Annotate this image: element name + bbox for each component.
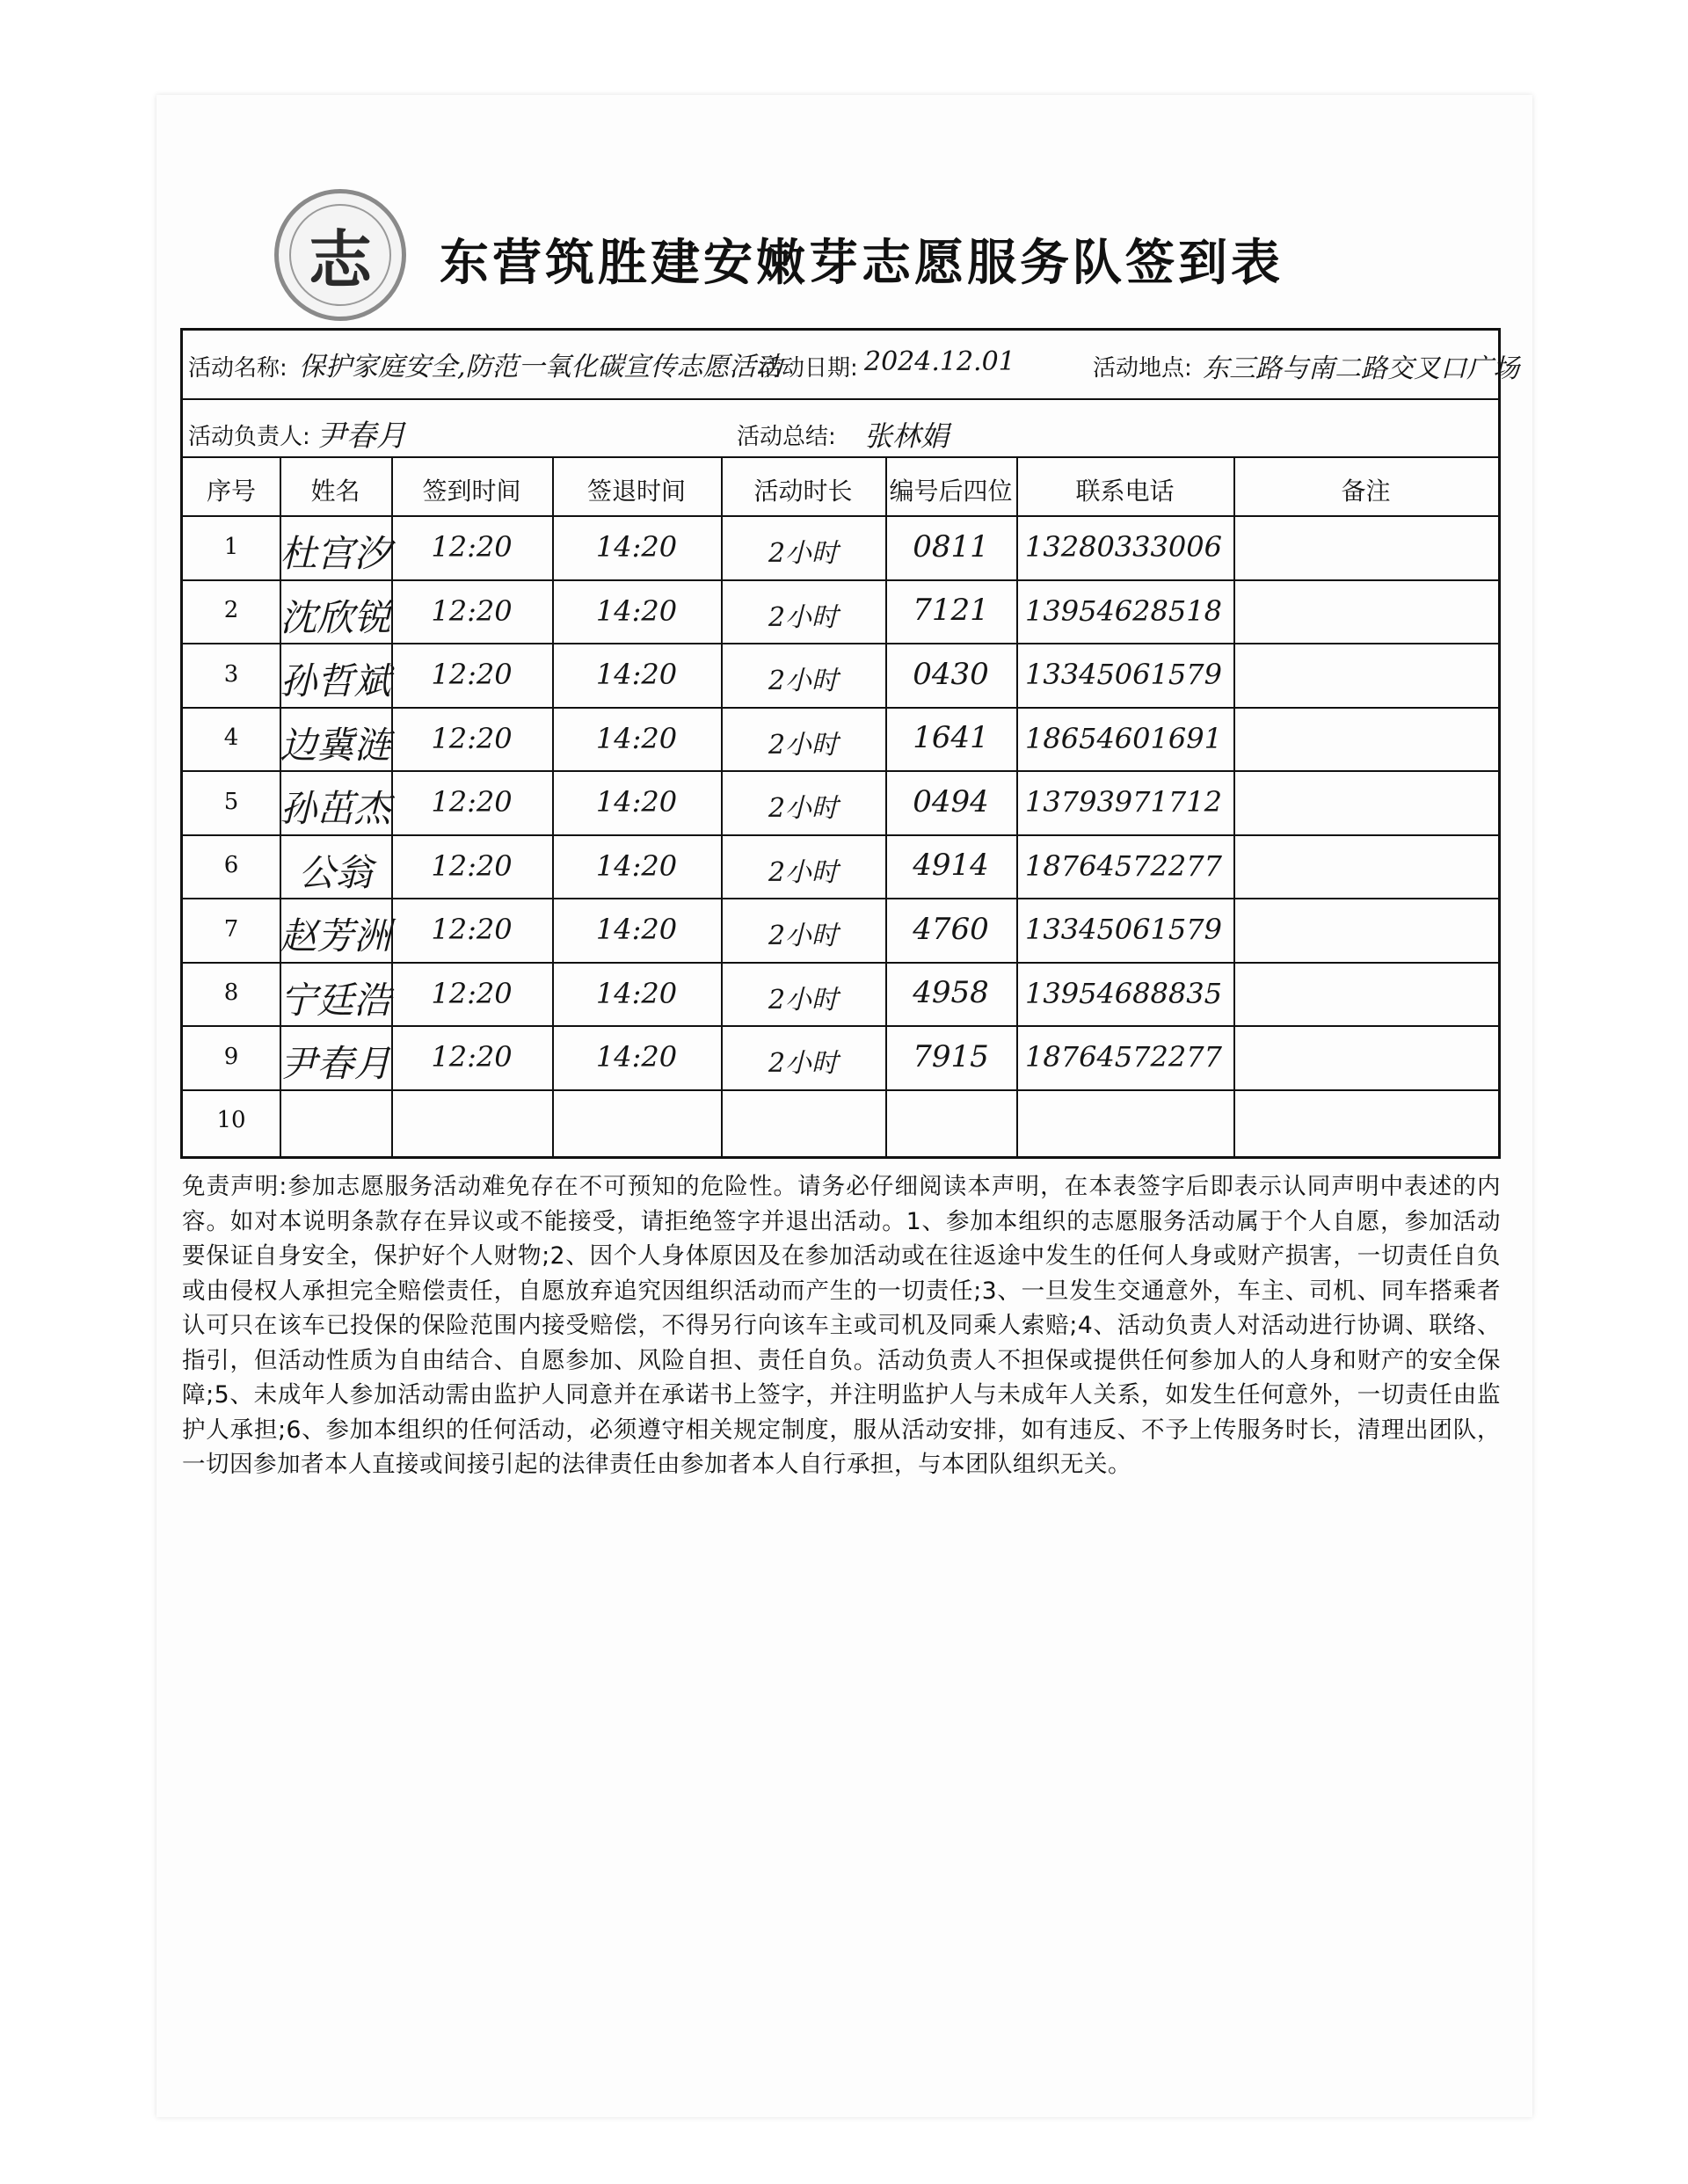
- page-title: 东营筑胜建安嫩芽志愿服务队签到表: [440, 235, 1284, 292]
- activity-date-label: 活动日期:: [759, 355, 858, 382]
- cell-code: 1641: [913, 720, 989, 756]
- cell-in: 12:20: [431, 785, 513, 819]
- cell-code: 0494: [913, 783, 989, 819]
- cell-phone: 18654601691: [1025, 721, 1222, 755]
- summary-value: 张林娟: [864, 419, 950, 453]
- signin-form-table: [180, 328, 1519, 1159]
- cell-out: 14:20: [595, 593, 678, 628]
- cell-name: 赵芳洲: [280, 914, 391, 958]
- cell-name: 杜宫汐: [280, 532, 391, 576]
- cell-phone: 13280333006: [1025, 530, 1222, 564]
- cell-out: 14:20: [595, 721, 678, 755]
- cell-in: 12:20: [431, 1040, 513, 1074]
- cell-out: 14:20: [595, 658, 678, 692]
- header-bottom-line: [183, 515, 1498, 517]
- cell-no: 1: [223, 533, 239, 560]
- cell-duration: 2小时: [768, 601, 839, 633]
- row-divider: [183, 898, 1498, 899]
- cell-no: 3: [223, 660, 239, 688]
- cell-phone: 13793971712: [1025, 785, 1222, 819]
- cell-phone: 18764572277: [1025, 848, 1222, 883]
- cell-phone: 13954628518: [1025, 593, 1222, 628]
- cell-code: 0811: [913, 528, 989, 564]
- cell-duration: 2小时: [768, 984, 839, 1016]
- cell-no: 5: [223, 788, 239, 815]
- cell-out: 14:20: [595, 848, 678, 883]
- cell-code: 4914: [913, 848, 989, 884]
- cell-in: 12:20: [431, 593, 513, 628]
- leader-value: 尹春月: [316, 419, 406, 454]
- cell-in: 12:20: [431, 721, 513, 755]
- cell-duration: 2小时: [768, 729, 839, 761]
- logo-glyph: 志: [308, 222, 372, 297]
- cell-in: 12:20: [431, 530, 513, 564]
- cell-code: 0430: [913, 656, 989, 692]
- cell-no: 8: [223, 979, 239, 1007]
- activity-location-value: 东三路与南二路交叉口广场: [1203, 353, 1519, 384]
- cell-duration: 2小时: [768, 856, 839, 888]
- cell-name: 孙茁杰: [280, 787, 391, 831]
- cell-no: 4: [223, 724, 239, 752]
- cell-out: 14:20: [595, 785, 678, 819]
- cell-phone: 13345061579: [1025, 658, 1222, 692]
- row-divider: [183, 707, 1498, 709]
- cell-in: 12:20: [431, 658, 513, 692]
- cell-duration: 2小时: [768, 921, 839, 952]
- activity-date-value: 2024.12.01: [864, 346, 1015, 377]
- cell-out: 14:20: [595, 530, 678, 564]
- cell-name: 尹春月: [280, 1042, 391, 1086]
- cell-no: 6: [223, 852, 239, 879]
- cell-name: 沈欣锐: [280, 595, 391, 639]
- cell-code: 7915: [913, 1038, 989, 1074]
- activity-name-value: 保护家庭安全,防范一氧化碳宣传志愿活动: [299, 352, 782, 382]
- row-divider: [183, 1025, 1498, 1027]
- cell-name: 公翁: [298, 850, 373, 894]
- cell-no: 9: [223, 1043, 239, 1070]
- column-header: 活动时长: [753, 477, 853, 506]
- cell-duration: 2小时: [768, 1048, 839, 1080]
- cell-phone: 18764572277: [1025, 1040, 1222, 1074]
- cell-name: 边冀涟: [280, 723, 391, 767]
- column-header: 联系电话: [1075, 477, 1175, 506]
- leader-label: 活动负责人:: [188, 424, 310, 450]
- cell-phone: 13345061579: [1025, 913, 1222, 947]
- summary-label: 活动总结:: [737, 424, 836, 450]
- info-divider: [183, 398, 1498, 400]
- cell-in: 12:20: [431, 848, 513, 883]
- row-divider: [183, 834, 1498, 836]
- column-header: 签退时间: [586, 477, 686, 506]
- row-divider: [183, 962, 1498, 964]
- row-divider: [183, 579, 1498, 581]
- activity-name-label: 活动名称:: [188, 355, 287, 382]
- activity-location-label: 活动地点:: [1093, 355, 1192, 382]
- cell-out: 14:20: [595, 913, 678, 947]
- header-top-line: [183, 456, 1498, 458]
- cell-code: 7121: [913, 593, 989, 629]
- cell-no: 2: [223, 597, 239, 624]
- cell-name: 宁廷浩: [280, 978, 391, 1022]
- cell-no: 7: [223, 915, 239, 943]
- column-divider: [1016, 456, 1018, 1156]
- cell-code: 4760: [913, 911, 989, 947]
- row-divider: [183, 770, 1498, 772]
- cell-duration: 2小时: [768, 793, 839, 825]
- column-header: 签到时间: [422, 477, 521, 506]
- cell-name: 孙哲斌: [280, 659, 391, 703]
- row-divider: [183, 1089, 1498, 1091]
- cell-in: 12:20: [431, 976, 513, 1010]
- cell-out: 14:20: [595, 976, 678, 1010]
- column-header: 姓名: [310, 477, 360, 506]
- row-divider: [183, 643, 1498, 644]
- cell-out: 14:20: [595, 1040, 678, 1074]
- cell-duration: 2小时: [768, 538, 839, 570]
- cell-in: 12:20: [431, 913, 513, 947]
- cell-code: 4958: [913, 975, 989, 1011]
- cell-duration: 2小时: [768, 666, 839, 697]
- column-header: 编号后四位: [889, 477, 1013, 506]
- cell-phone: 13954688835: [1025, 976, 1222, 1010]
- volunteer-logo-icon: [274, 189, 406, 321]
- disclaimer-text: 免责声明:参加志愿服务活动难免存在不可预知的危险性。请务必仔细阅读本声明，在本表签字后即表示认同声明中表述的内容。如对本说明条款存在异议或不能接受，请拒绝签字并退出活动。1、参加本组织的志愿服务活动属于个人自愿，参加活动要保证自身安全，保护好个人财物;2、因个人身体原因及在参加活动或在往返途中发生的任何人身或财产损害，一切责任自负或由侵权人承担完全赔偿责任，自愿放弃追究因组织活动而产生的一切责任;3、一旦发生交通意外，车主、司机、同车搭乘者认可只在该车已投保的保险范围内接受赔偿，不得另行向该车主或司机及同乘人索赔;4、活动负责人对活动进行协调、联络、指引，但活动性质为自由结合、自愿参加、风险自担、责任自负。活动负责人不担保或提供任何参加人的人身和财产的安全保障;5、未成年人参加活动需由监护人同意并在承诺书上签字，并注明监护人与未成年人关系，如发生任何意外，一切责任由监护人承担;6、参加本组织的任何活动，必须遵守相关规定制度，服从活动安排，如有违反、不予上传服务时长，清理出团队，一切因参加者本人直接或间接引起的法律责任由参加者本人自行承担，与本团队组织无关。: [182, 1173, 1501, 1478]
- column-header: 序号: [206, 477, 256, 506]
- cell-no: 10: [216, 1107, 246, 1134]
- column-header: 备注: [1341, 477, 1391, 506]
